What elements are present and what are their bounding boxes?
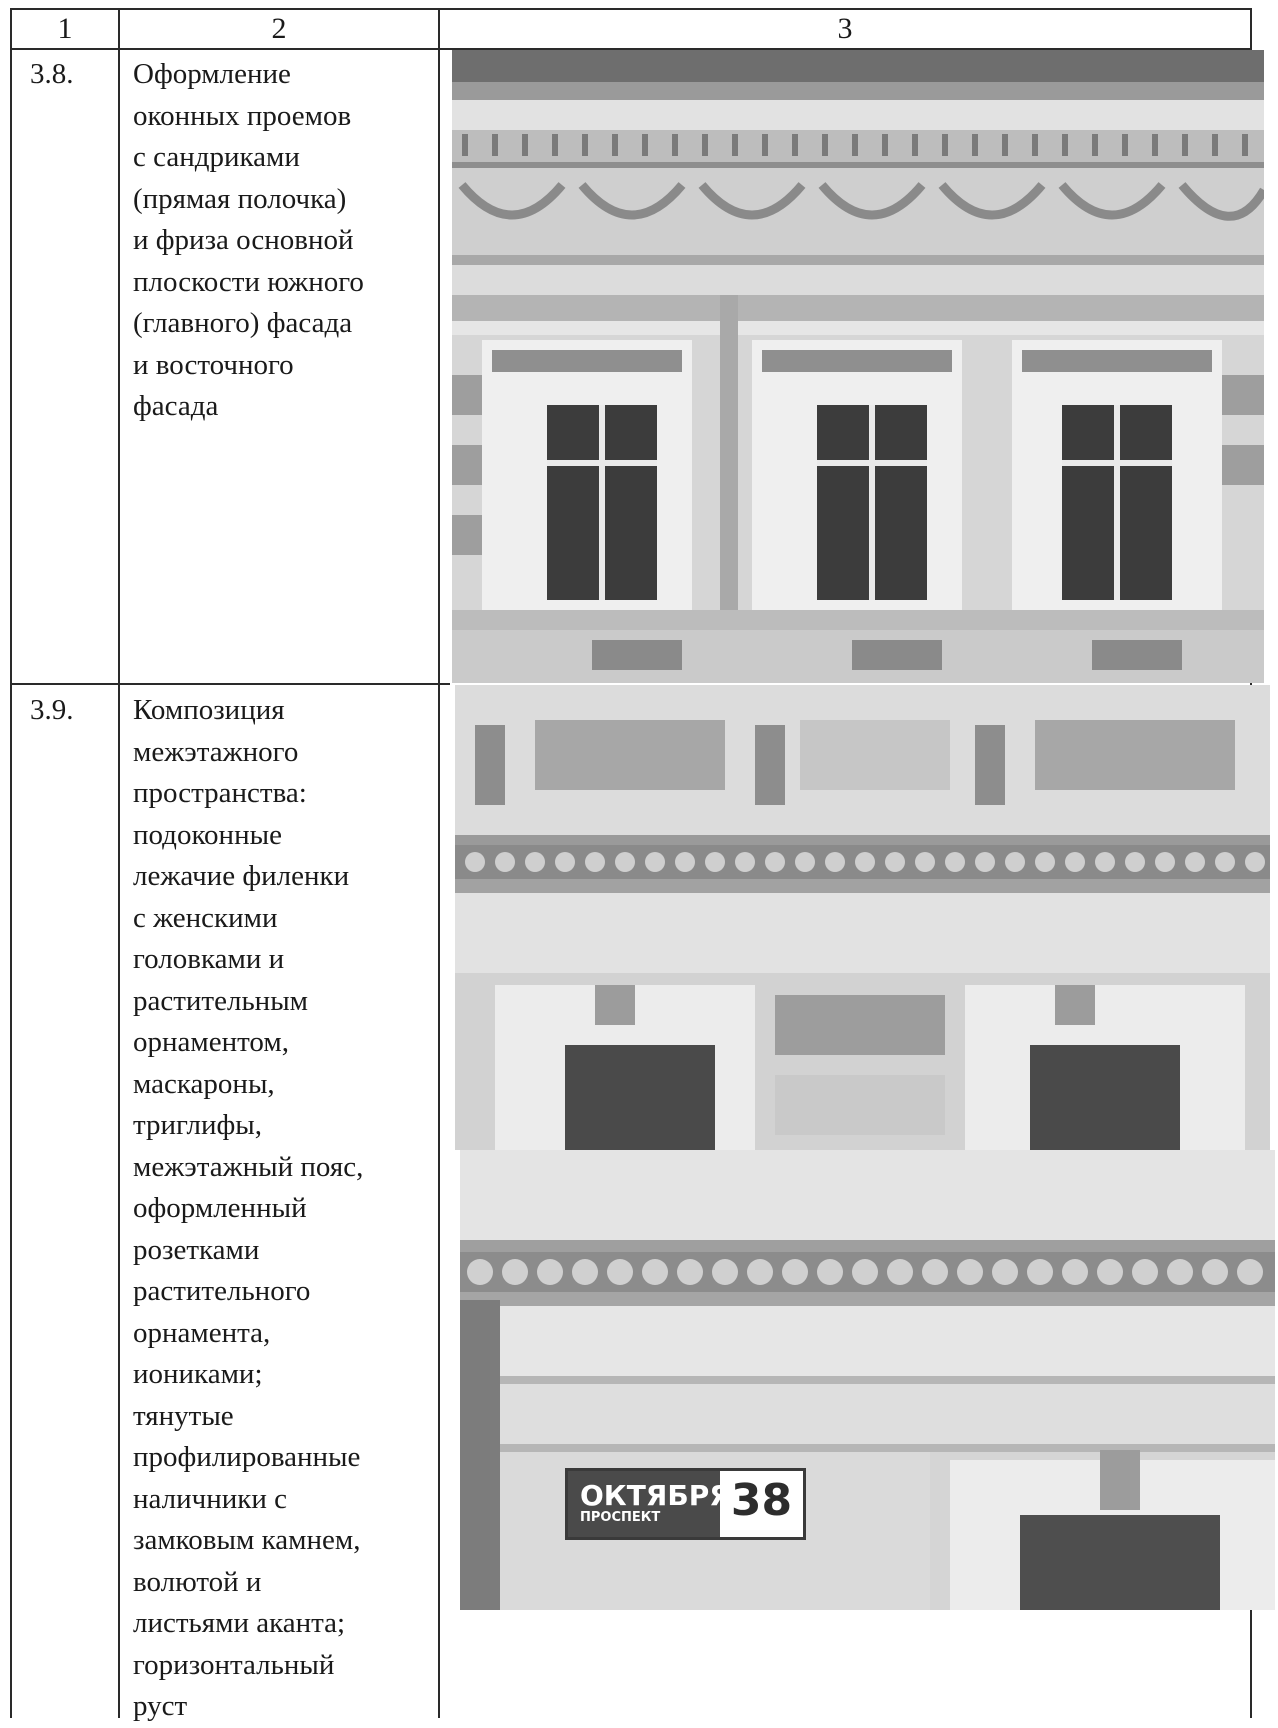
row-description-3-8: Оформление оконных проемов с сандриками (прямая полочка) и фриза основной плоскости южного (главного) фасада и восточного фасада xyxy=(133,58,364,422)
address-sign-street-panel xyxy=(568,1471,731,1537)
row-number-3-9: 3.9. xyxy=(30,694,74,726)
table-left-border xyxy=(10,8,12,1718)
address-sign-number: 38 xyxy=(730,1475,793,1526)
frieze-photo xyxy=(452,50,1264,295)
address-sign-street: ОКТЯБРЯ xyxy=(580,1479,731,1512)
header-col-2: 2 xyxy=(271,12,287,45)
address-sign xyxy=(565,1468,806,1540)
windows-photo xyxy=(452,295,1264,683)
header-col-1: 1 xyxy=(57,12,73,45)
column-divider-2 xyxy=(438,8,440,1718)
address-sign-type: ПРОСПЕКТ xyxy=(580,1510,661,1525)
corner-photo xyxy=(460,1150,1275,1610)
row-number-3-8: 3.8. xyxy=(30,58,74,90)
interfloor-photo xyxy=(455,685,1270,1150)
column-divider-1 xyxy=(118,8,120,1718)
header-col-3: 3 xyxy=(837,12,853,45)
row-description-3-9: Композиция межэтажного пространства: подоконные лежачие филенки с женскими головками и растительным орнаментом, маскароны, триглифы, межэтажный пояс, оформленный розетками растительного орнамента, иониками; тянутые профилированные наличники с замковым камнем, волютой и листьями аканта; горизонтальный руст xyxy=(133,694,364,1722)
row-divider xyxy=(10,683,450,685)
